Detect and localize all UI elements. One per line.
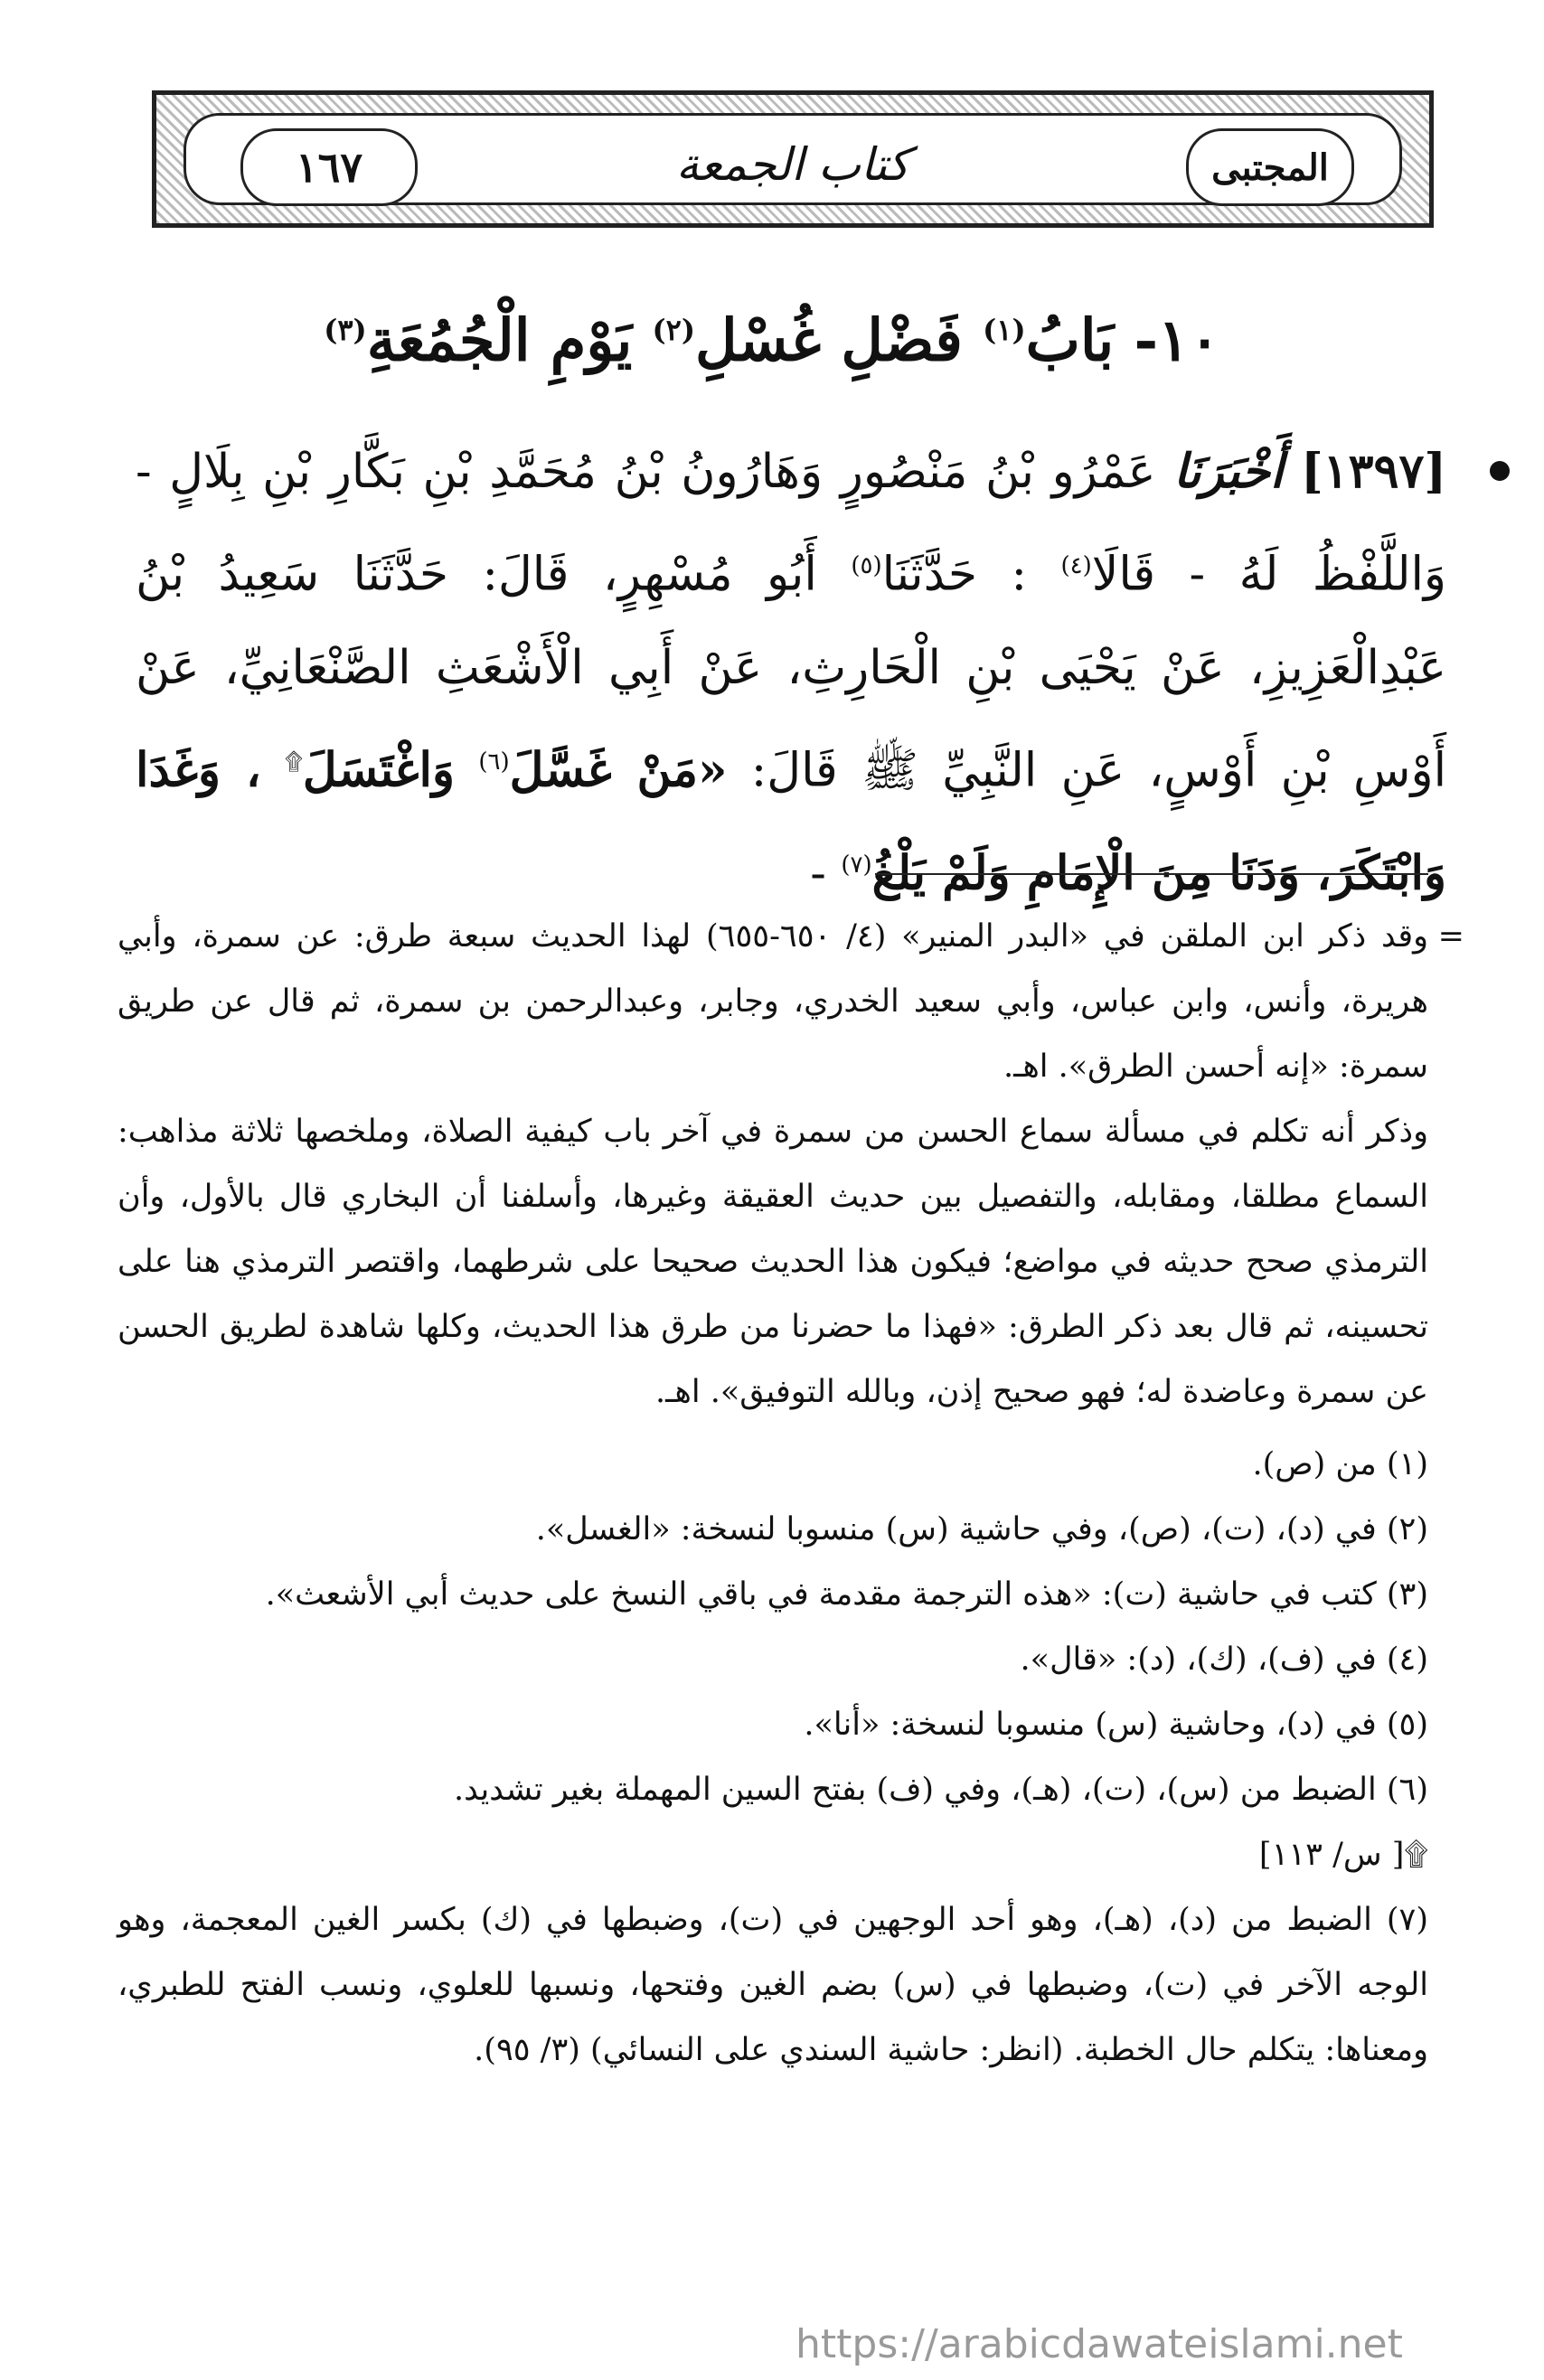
header-cartouche	[184, 113, 1402, 205]
footnote-ref[interactable]: (٧)	[841, 851, 872, 879]
matn-text: وَاغْتَسَلَ	[302, 742, 456, 798]
hadith-number: [١٣٩٧]	[1301, 444, 1446, 499]
note-paragraph: وقد ذكر ابن الملقن في «البدر المنير» (٤/ ٦٥٠-٦٥٥) لهذا الحديث سبعة طرق: عن سمرة، وأبي هريرة، وأنس، وابن عباس، وأبي سعيد الخدري، وجابر، وعبدالرحمن بن سمرة، ثم قال عن طريق سمرة: «إنه أحسن الطرق». اهـ.	[118, 918, 1428, 1085]
running-title: كتاب الجمعة	[675, 138, 910, 191]
footnote-item: (٥) في (د)، وحاشية (س) منسوبا لنسخة: «أنا».	[804, 1707, 1428, 1743]
book-emblem: المجتبى	[1186, 128, 1354, 206]
manuscript-mark-icon: ۩	[285, 748, 303, 776]
matn-text: ، وَغَدَا وَابْتَكَرَ، وَدَنَا مِنَ الْإِمَامِ وَلَمْ يَلْغُ	[136, 742, 1446, 900]
footnotes	[118, 904, 1464, 2083]
matn-text: «مَنْ غَسَّلَ	[509, 742, 728, 798]
bullet-icon	[1490, 461, 1510, 481]
hadith-block	[136, 425, 1446, 920]
page-number: ١٦٧	[240, 128, 418, 206]
footnote-item: (٢) في (د)، (ت)، (ص)، وفي حاشية (س) منسوبا لنسخة: «الغسل».	[535, 1511, 1428, 1547]
chapter-number: ١٠-	[1134, 306, 1220, 375]
footnote-ref[interactable]: (٢)	[652, 313, 695, 347]
chapter-title-part: يَوْمِ الْجُمُعَةِ	[366, 306, 633, 375]
chapter-title-part: بَابُ	[1025, 306, 1115, 375]
footnote-item: (٣) كتب في حاشية (ت): «هذه الترجمة مقدمة في باقي النسخ على حديث أبي الأشعث».	[265, 1576, 1428, 1613]
footnote-ref[interactable]: (٣)	[324, 313, 367, 347]
footnote-item: (٤) في (ف)، (ك)، (د): «قال».	[1020, 1642, 1428, 1678]
footnote-ref[interactable]: (٥)	[851, 552, 882, 579]
chapter-heading	[235, 271, 1309, 389]
continuation-mark: =	[1437, 918, 1464, 955]
footnote-item: (٧) الضبط من (د)، (هـ)، وهو أحد الوجهين في (ت)، وضبطها في (ك) بكسر الغين المعجمة، وهو الوجه الآخر في (ت)، وضبطها في (س) بضم الغين وفتحها، ونسبها للعلوي، ونسب الفتح للطبري، ومعناها: يتكلم حال الخطبة. (انظر: حاشية السندي على النسائي) (٣/ ٩٥).	[118, 1902, 1428, 2068]
footnote-ref[interactable]: (٤)	[1060, 552, 1092, 579]
isnad-text: أَبُو مُسْهِرٍ، قَالَ: حَدَّثَنَا سَعِيدُ بْنُ عَبْدِالْعَزِيزِ، عَنْ يَحْيَى بْنِ الْحَارِثِ، عَنْ أَبِي الْأَشْعَثِ الصَّنْعَانِيِّ، عَنْ أَوْسِ بْنِ أَوْسٍ، عَنِ النَّبِيِّ ﷺ قَالَ:	[136, 547, 1447, 798]
page-header-frame	[152, 90, 1434, 228]
footnote-item: (٦) الضبط من (س)، (ت)، (هـ)، وفي (ف) بفتح السين المهملة بغير تشديد.	[454, 1772, 1428, 1808]
footnote-ref[interactable]: (١)	[983, 313, 1026, 347]
watermark-url: https://arabicdawateislami.net	[796, 2321, 1403, 2367]
isnad-text: عَمْرُو بْنُ مَنْصُورٍ وَهَارُونُ بْنُ مُحَمَّدِ بْنِ بَكَّارِ بْنِ بِلَالٍ - وَاللَّفْظُ لَهُ - قَالَا	[136, 445, 1447, 602]
chapter-title-part: فَضْلِ غُسْلِ	[695, 306, 963, 375]
manuscript-page-ref: ۩[ س/ ١١٣]	[1258, 1837, 1428, 1873]
hadith-ikhbar: أَخْبَرَنَا	[1173, 444, 1284, 499]
footnote-separator	[875, 873, 1428, 875]
isnad-text: : حَدَّثَنَا	[881, 547, 1028, 602]
footnote-ref[interactable]: (٦)	[478, 748, 510, 776]
footnote-list	[118, 1432, 1428, 2083]
continuation-dash: -	[810, 845, 826, 900]
note-paragraph: وذكر أنه تكلم في مسألة سماع الحسن من سمرة في آخر باب كيفية الصلاة، وملخصها ثلاثة مذاهب: السماع مطلقا، ومقابله، والتفصيل بين حديث العقيقة وغيرها، وأسلفنا أن البخاري قال بالأول، وأن الترمذي صحح حديثه في مواضع؛ فيكون هذا الحديث صحيحا على شرطهما، واقتصر الترمذي هنا على تحسينه، ثم قال بعد ذكر الطرق: «فهذا ما حضرنا من طرق هذا الحديث، وكلها شاهدة لطريق الحسن عن سمرة وعاضدة له؛ فهو صحيح إذن، وبالله التوفيق». اهـ.	[118, 1114, 1428, 1410]
footnote-item: (١) من (ص).	[1252, 1446, 1428, 1482]
